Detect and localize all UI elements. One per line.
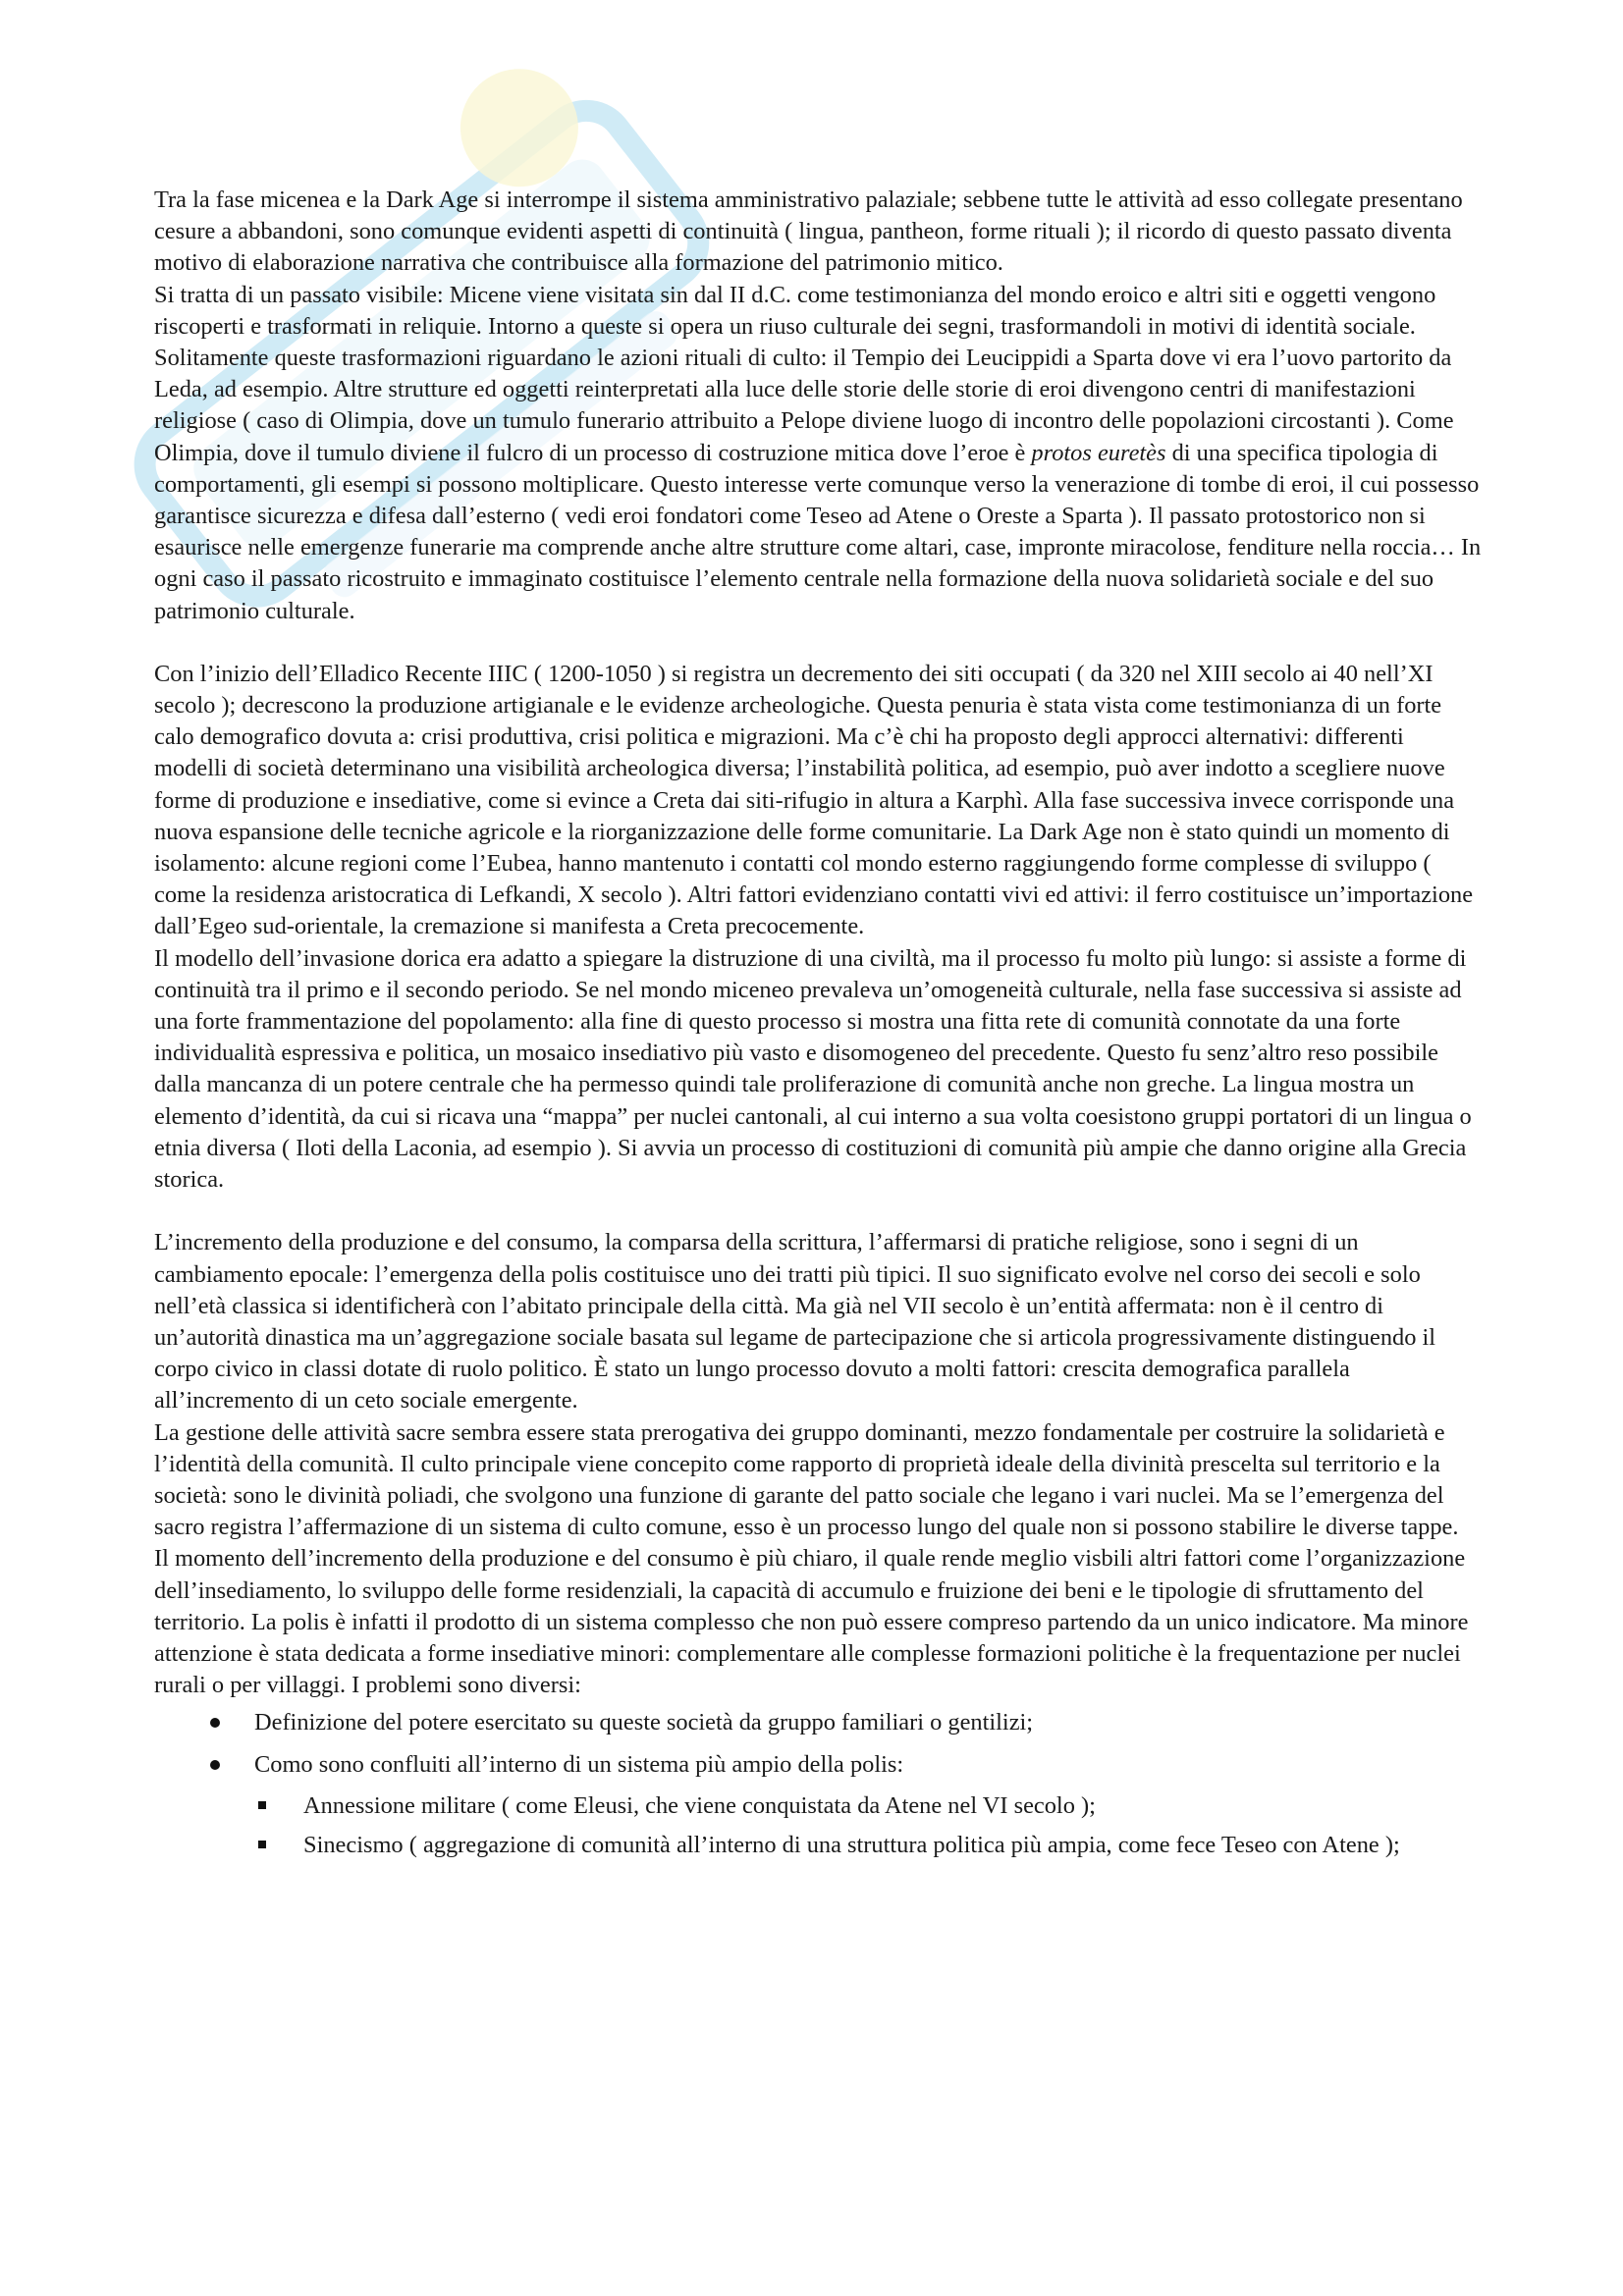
list-item xyxy=(154,1707,1482,1738)
list-item-text: Definizione del potere esercitato su queste società da gruppo familiari o gentilizi; xyxy=(254,1709,1034,1736)
paragraph: L’incremento della produzione e del consumo, la comparsa della scrittura, l’affermarsi di pratiche religiose, sono i segni di un cambiamento epocale: l’emergenza della polis costituisce uno dei tratti più tipici. Il suo significato evolve nel corso dei secoli e solo nell’età classica si identificherà con l’abitato principale della città. Ma già nel VII secolo è un’entità affermata: non è il centro di un’autorità dinastica ma un’aggregazione sociale basata sul legame de partecipazione che si articola progressivamente distinguendo il corpo civico in classi dotate di ruolo politico. È stato un lungo processo dovuto a molti fattori: crescita demografica parallela all’incremento di un ceto sociale emergente. xyxy=(154,1229,1436,1415)
list-item-text: Como sono confluiti all’interno di un sistema più ampio della polis: xyxy=(254,1750,904,1778)
sub-list-item-text: Sinecismo ( aggregazione di comunità all’interno di una struttura politica più ampia, come fece Teseo con Atene ); xyxy=(303,1831,1400,1858)
paragraph: Con l’inizio dell’Elladico Recente IIIC ( 1200-1050 ) si registra un decremento dei siti occupati ( da 320 nel XIII secolo ai 40 nell’XI secolo ); decrescono la produzione artigianale e le evidenze archeologiche. Questa penuria è stata vista come testimonianza di un forte calo demografico dovuta a: crisi produttiva, crisi politica e migrazioni. Ma c’è chi ha proposto degli approcci alternativi: differenti modelli di società determinano una visibilità archeologica diversa; l’instabilità politica, ad esempio, può aver indotto a scegliere nuove forme di produzione e insediative, come si evince a Creta dai siti-rifugio in altura a Karphì. Alla fase successiva invece corrisponde una nuova espansione delle tecniche agricole e la riorganizzazione delle forme comunitarie. La Dark Age non è stato quindi un momento di isolamento: alcune regioni come l’Eubea, hanno mantenuto i contatti col mondo esterno raggiungendo forme complesse di sviluppo ( come la residenza aristocratica di Lefkandi, X secolo ). Altri fattori evidenziano contatti vivi ed attivi: il ferro costituisce un’importazione dall’Egeo sud-orientale, la cremazione si manifesta a Creta precocemente. xyxy=(154,660,1474,940)
paragraph xyxy=(154,343,1482,627)
sub-bullet-list xyxy=(254,1790,1482,1861)
sub-list-item xyxy=(154,1790,1482,1822)
bullet-icon xyxy=(210,1718,220,1728)
list-item xyxy=(154,1749,1482,1862)
paragraph: La gestione delle attività sacre sembra essere stata prerogativa dei gruppo dominanti, mezzo fondamentale per costruire la solidarietà e l’identità della comunità. Il culto principale viene concepito come rapporto di proprietà ideale della divinità prescelta sul territorio e la società: sono le divinità poliadi, che svolgono una funzione di garante del patto sociale che legano i vari nuclei. Ma se l’emergenza del sacro registra l’affermazione di un sistema di culto comune, esso è un processo lungo del quale non si possono stabilire le diverse tappe. xyxy=(154,1418,1459,1541)
document-body xyxy=(154,185,1482,1871)
sub-list-item-text: Annessione militare ( come Eleusi, che viene conquistata da Atene nel VI secolo ); xyxy=(303,1791,1096,1819)
paragraph: Tra la fase micenea e la Dark Age si interrompe il sistema amministrativo palaziale; sebbene tutte le attività ad esso collegate presentano cesure a abbandoni, sono comunque evidenti aspetti di continuità ( lingua, pantheon, forme rituali ); il ricordo di questo passato diventa motivo di elaborazione narrativa che contribuisce alla formazione del patrimonio mitico. xyxy=(154,187,1463,277)
italic-term: protos euretès xyxy=(1031,439,1166,466)
square-bullet-icon xyxy=(258,1841,266,1848)
paragraph: Il momento dell’incremento della produzione e del consumo è più chiaro, il quale rende meglio visbili altri fattori come l’organizzazione dell’insediamento, lo sviluppo delle forme residenziali, la capacità di accumulo e fruizione dei beni e le tipologie di sfruttamento del territorio. La polis è infatti il prodotto di un sistema complesso che non può essere compreso partendo da un unico indicatore. Ma minore attenzione è stata dedicata a forme insediative minori: complementare alle complesse formazioni politiche è la frequentazione per nuclei rurali o per villaggi. I problemi sono diversi: xyxy=(154,1545,1469,1699)
paragraph: Si tratta di un passato visibile: Micene viene visitata sin dal II d.C. come testimonianza del mondo eroico e altri siti e oggetti vengono riscoperti e trasformati in reliquie. Intorno a queste si opera un riuso culturale dei segni, trasformandoli in motivi di identità sociale. xyxy=(154,281,1436,340)
text-run: Solitamente queste trasformazioni riguardano le azioni rituali di culto: il Tempio dei Leucippidi a Sparta dove vi era l’uovo partorito da Leda, ad esempio. Altre strutture ed oggetti reinterpretati alla luce delle storie delle storie di eroi divengono centri di manifestazioni religiose ( caso di Olimpia, dove un tumulo funerario attribuito a Pelope diviene luogo di incontro delle popolazioni circostanti ). Come Olimpia, dove il tumulo diviene il fulcro di un processo di costruzione mitica dove l’eroe è xyxy=(154,345,1454,466)
bullet-icon xyxy=(210,1760,220,1770)
paragraph: Il modello dell’invasione dorica era adatto a spiegare la distruzione di una civiltà, ma il processo fu molto più lungo: si assiste a forme di continuità tra il primo e il secondo periodo. Se nel mondo miceneo prevaleva un’omogeneità culturale, nella fase successiva si assiste ad una forte frammentazione del popolamento: alla fine di questo processo si mostra una fitta rete di comunità connotate da una forte individualità espressiva e politica, un mosaico insediativo più vasto e disomogeneo del precedente. Questo fu senz’altro reso possibile dalla mancanza di un potere centrale che ha permesso quindi tale proliferazione di comunità anche non greche. La lingua mostra un elemento d’identità, da cui si ricava una “mappa” per nuclei cantonali, al cui interno a sua volta coesistono gruppi portatori di un lingua o etnia diversa ( Iloti della Laconia, ad esempio ). Si avvia un processo di costituzioni di comunità più ampie che danno origine alla Grecia storica. xyxy=(154,944,1472,1194)
text-run: di una specifica tipologia di comportamenti, gli esempi si possono moltiplicare. Questo interesse verte comunque verso la venerazione di tombe di eroi, il cui possesso garantisce sicurezza e difesa dall’esterno ( vedi eroi fondatori come Teseo ad Atene o Oreste a Sparta ). Il passato protostorico non si esaurisce nelle emergenze funerarie ma comprende anche altre strutture come altari, case, impronte miracolose, fenditure nella roccia… In ogni caso il passato ricostruito e immaginato costituisce l’elemento centrale nella formazione della nuova solidarietà sociale e del suo patrimonio culturale. xyxy=(154,439,1482,624)
sub-list-item xyxy=(154,1830,1482,1861)
bullet-list xyxy=(154,1707,1482,1861)
square-bullet-icon xyxy=(258,1801,266,1809)
